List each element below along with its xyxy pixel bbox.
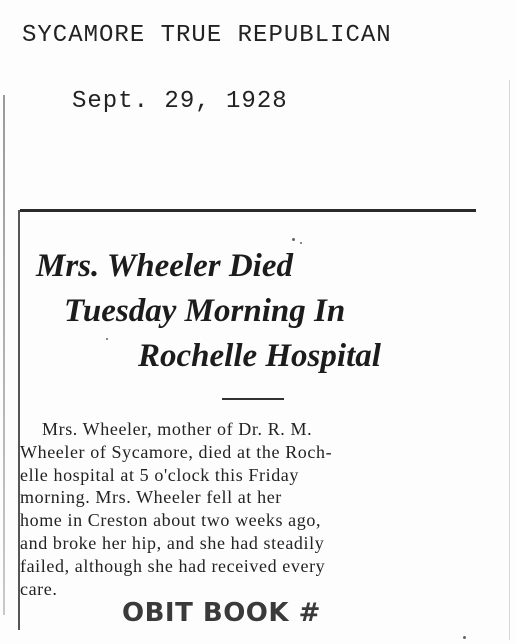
scan-speck (300, 242, 302, 244)
headline-line: Rochelle Hospital (138, 338, 381, 374)
body-line: morning. Mrs. Wheeler fell at her (20, 487, 282, 508)
page-right-edge (509, 80, 510, 640)
scan-speck (292, 238, 295, 241)
body-line: failed, although she had received every (20, 555, 326, 576)
body-line: home in Creston about two weeks ago, (20, 510, 322, 531)
body-line: Wheeler of Sycamore, died at the Roch- (20, 441, 333, 462)
obit-book-stamp: OBIT BOOK # (122, 598, 321, 628)
body-line: Mrs. Wheeler, mother of Dr. R. M. (42, 419, 313, 439)
scan-speck (463, 636, 466, 639)
body-line: care. (20, 578, 58, 599)
body-line: elle hospital at 5 o'clock this Friday (20, 464, 299, 485)
newspaper-clipping (14, 200, 484, 640)
headline-line: Tuesday Morning In (64, 293, 346, 329)
headline-line: Mrs. Wheeler Died (36, 248, 293, 284)
headline-divider (222, 398, 284, 400)
publication-name: SYCAMORE TRUE REPUBLICAN (22, 22, 392, 49)
page-left-edge (3, 95, 5, 615)
body-line: and broke her hip, and she had steadily (20, 532, 325, 553)
publication-header (0, 0, 516, 70)
article-headline (22, 244, 482, 379)
publication-date: Sept. 29, 1928 (72, 88, 288, 115)
clipping-top-rule (20, 209, 476, 212)
article-body (20, 418, 476, 600)
scan-speck (106, 338, 108, 340)
